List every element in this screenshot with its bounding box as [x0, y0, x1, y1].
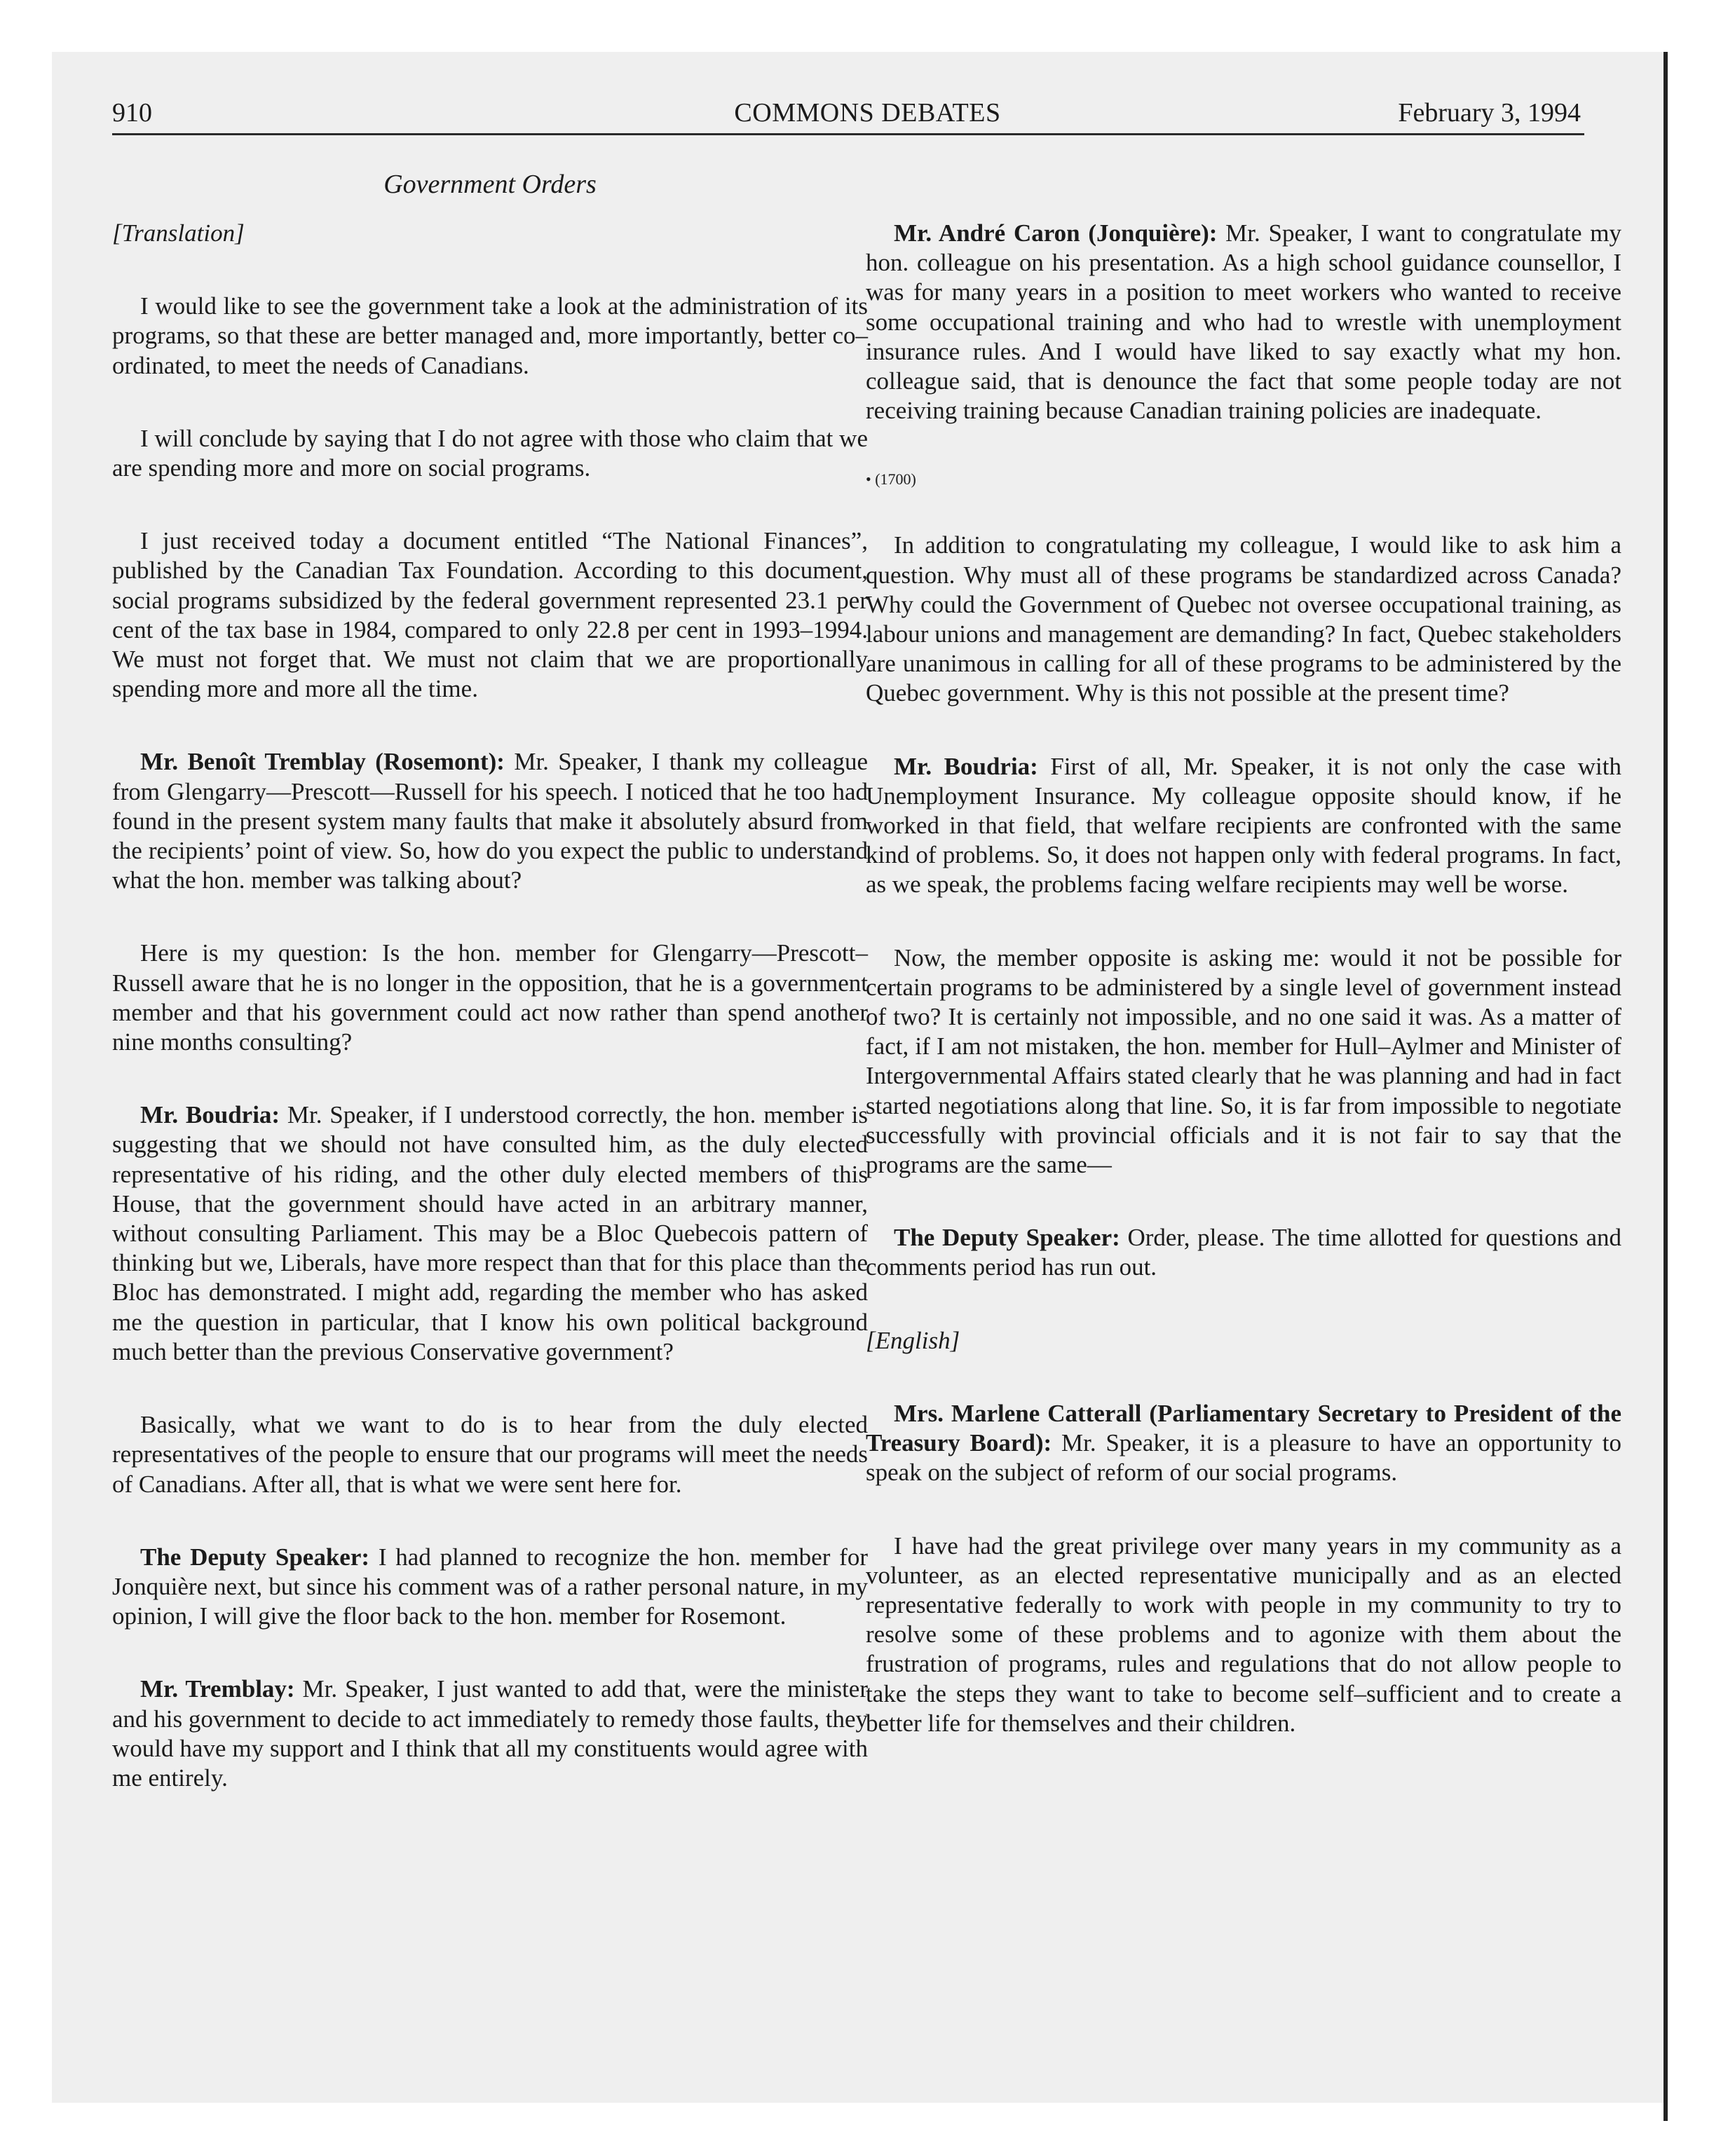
paragraph: I have had the great privilege over many years in my community as a volunteer, as an elected representative municipally and as an elected representative federally to work with people in my community to try to resolve some of these problems and to agonize with them about the frustration of programs, rules and regulations that do not allow people to take the steps they want to take to become self–sufficient and to create a better life for themselves and their children.: [866, 1531, 1621, 1737]
speech-paragraph: [112, 1543, 868, 1632]
speaker-name: The Deputy Speaker:: [140, 1543, 370, 1571]
speaker-name: Mr. Boudria:: [894, 752, 1038, 780]
language-tag-translation: [Translation]: [112, 219, 245, 247]
language-tag-english: [English]: [866, 1326, 960, 1354]
speech-text: Mr. Speaker, if I understood correctly, the hon. member is suggesting that we should not have consulted him, as the duly elected representative of his riding, and the other duly elected members of this House, that the government should have acted in an arbitrary manner, without consulting Parliament. This may be a Bloc Quebecois pattern of thinking but we, Liberals, have more respect than that for this place than the Bloc has demonstrated. I might add, regarding the member who has asked me the question in particular, that I know his own political background much better than the previous Conservative government?: [112, 1101, 868, 1365]
speech-paragraph: [866, 1223, 1621, 1282]
paragraph: In addition to congratulating my colleague, I would like to ask him a question. Why must all of these programs be standardized across Canada? Why could the Government of Quebec not oversee occupational training, as labour unions and management are demanding? In fact, Quebec stakeholders are unanimous in calling for all of these programs to be administered by the Quebec government. Why is this not possible at the present time?: [866, 531, 1621, 707]
speech-paragraph: [866, 219, 1621, 425]
paragraph: I just received today a document entitled “The National Finances”, published by the Canadian Tax Foundation. According to this document, social programs subsidized by the federal government represented 23.1 per cent of the tax base in 1984, compared to only 22.8 per cent in 1993–1994. We must not forget that. We must not claim that we are proportionally spending more and more all the time.: [112, 527, 868, 703]
running-header-date: February 3, 1994: [1398, 98, 1581, 128]
left-column: [112, 219, 868, 1836]
speech-text: Order, please. The time allotted for questions and comments period has run out.: [866, 1224, 1621, 1281]
speech-text: I had planned to recognize the hon. member for Jonquière next, but since his comment was of a rather personal nature, in my opinion, I will give the floor back to the hon. member for Rosemont.: [112, 1543, 868, 1630]
speaker-name: Mr. Tremblay:: [140, 1675, 295, 1703]
paragraph: Now, the member opposite is asking me: would it not be possible for certain programs to be administered by a single level of government instead of two? It is certainly not impossible, and no one said it was. As a matter of fact, if I am not mistaken, the hon. member for Hull–Aylmer and Minister of Intergovernmental Affairs stated clearly that he was planning and had in fact started negotiations along that line. So, it is far from impossible to negotiate successfully with provincial officials and it is not fair to say that the programs are the same—: [866, 943, 1621, 1179]
speaker-name: Mrs. Marlene Catterall (Parliamentary Secretary to President of the Treasury Board):: [866, 1399, 1621, 1457]
page-number: 910: [112, 98, 152, 128]
page-binding-edge: [1663, 52, 1668, 2121]
running-header-publication: COMMONS DEBATES: [734, 98, 1001, 128]
paragraph: Here is my question: Is the hon. member for Glengarry—Prescott–Russell aware that he is no longer in the opposition, that he is a government member and that his government could act now rather than spend another nine months consulting?: [112, 939, 868, 1056]
speaker-name: Mr. Benoît Tremblay (Rosemont):: [140, 748, 505, 776]
speech-paragraph: [112, 1674, 868, 1793]
speech-paragraph: [866, 752, 1621, 900]
speaker-name: Mr. André Caron (Jonquière):: [894, 219, 1218, 247]
header-rule: [112, 133, 1584, 135]
right-column: [866, 219, 1621, 1782]
section-title: Government Orders: [383, 170, 597, 199]
speech-paragraph: [112, 747, 868, 895]
speech-text: Mr. Speaker, I just wanted to add that, were the minister and his government to decide to act immediately to remedy those faults, they would have my support and I think that all my constituents would agree with me entirely.: [112, 1675, 868, 1792]
paragraph: I would like to see the government take a look at the administration of its programs, so that these are better managed and, more importantly, better co–ordinated, to meet the needs of Canadians.: [112, 292, 868, 379]
speech-text: Mr. Speaker, it is a pleasure to have an opportunity to speak on the subject of reform of our social programs.: [866, 1429, 1621, 1487]
paragraph: I will conclude by saying that I do not agree with those who claim that we are spending more and more on social programs.: [112, 424, 868, 482]
speech-text: Mr. Speaker, I want to congratulate my hon. colleague on his presentation. As a high school guidance counsellor, I was for many years in a position to meet workers who wanted to receive some occupational training and who had to wrestle with unemployment insurance rules. And I would have liked to say exactly what my hon. colleague said, that is denounce the fact that some people today are not receiving training because Canadian training policies are inadequate.: [866, 219, 1621, 425]
paragraph: Basically, what we want to do is to hear from the duly elected representatives of the people to ensure that our programs will meet the needs of Canadians. After all, that is what we were sent here for.: [112, 1411, 868, 1498]
speech-paragraph: [866, 1399, 1621, 1488]
speech-text: Mr. Speaker, I thank my colleague from Glengarry—Prescott—Russell for his speech. I noticed that he too had found in the present system many faults that make it absolutely absurd from the recipients’ point of view. So, how do you expect the public to understand what the hon. member was talking about?: [112, 748, 868, 894]
speaker-name: Mr. Boudria:: [140, 1101, 280, 1129]
speech-text: First of all, Mr. Speaker, it is not only the case with Unemployment Insurance. My colleague opposite should know, if he worked in that field, that welfare recipients are confronted with the same kind of problems. So, it does not happen only with federal programs. In fact, as we speak, the problems facing welfare recipients may well be worse.: [866, 752, 1621, 899]
speech-paragraph: [112, 1100, 868, 1367]
time-stamp: • (1700): [866, 470, 916, 489]
speaker-name: The Deputy Speaker:: [894, 1224, 1120, 1252]
